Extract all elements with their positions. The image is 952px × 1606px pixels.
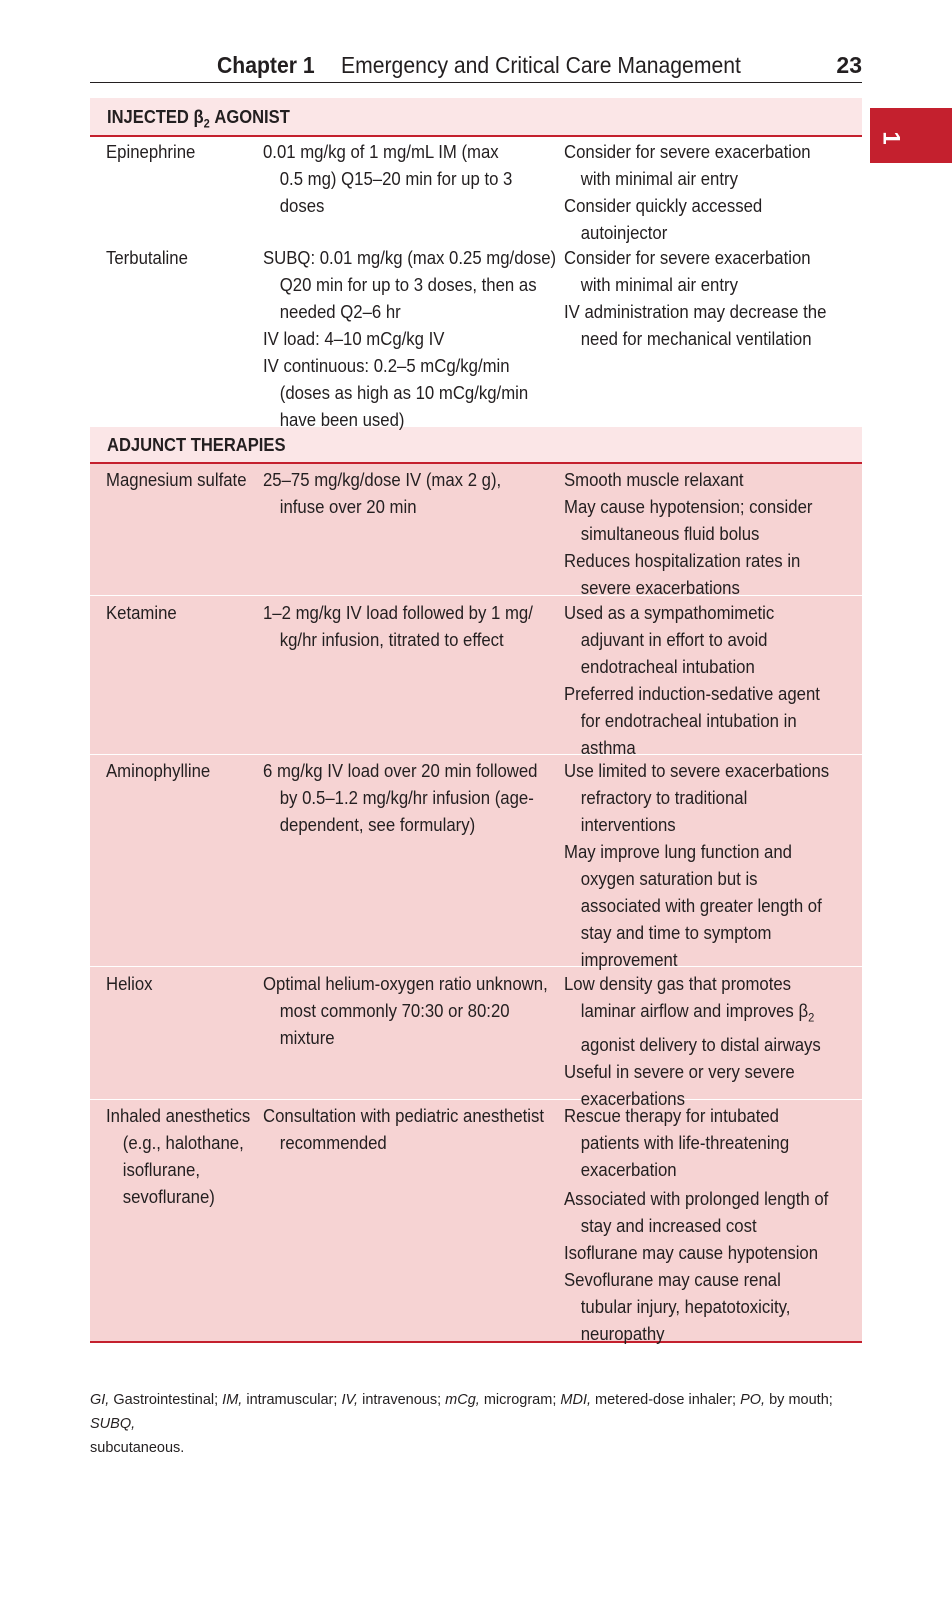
footnote-meaning: intravenous; <box>358 1392 446 1408</box>
cell-line: IV load: 4–10 mCg/kg IV <box>263 329 445 349</box>
cell-line: laminar airflow and improves $\beta_2$ <box>580 1001 815 1025</box>
cell-line: Preferred induction-sedative agent <box>564 684 820 704</box>
cell-line: Consider quickly accessed <box>564 196 763 216</box>
cell-line: Consultation with pediatric anesthetist <box>263 1106 545 1126</box>
page-number: 23 <box>836 52 862 78</box>
footnote-abbreviation: SUBQ, <box>90 1416 136 1432</box>
cell-line: improvement <box>580 950 678 970</box>
table-cell-dose <box>263 245 556 434</box>
cell-line: Used as a sympathomimetic <box>564 603 775 623</box>
table-cell-comments <box>564 245 826 353</box>
table-cell-comments <box>564 467 812 602</box>
cell-line: agonist delivery to distal airways <box>580 1034 821 1055</box>
cell-line: Use limited to severe exacerbations <box>564 761 830 781</box>
cell-line: 25–75 mg/kg/dose IV (max 2 g), <box>263 470 502 490</box>
footnote-abbreviation: MDI, <box>560 1392 591 1408</box>
cell-line: Magnesium sulfate <box>106 470 247 490</box>
table-cell-dose <box>263 600 533 654</box>
cell-line: Consider for severe exacerbation <box>564 142 811 162</box>
cell-line: stay and increased cost <box>580 1216 757 1236</box>
cell-line: recommended <box>279 1133 387 1153</box>
cell-line: isoflurane, <box>122 1160 200 1180</box>
footnote-last-line: subcutaneous. <box>90 1440 185 1456</box>
cell-line: SUBQ: 0.01 mg/kg (max 0.25 mg/dose) <box>263 248 557 268</box>
cell-line: severe exacerbations <box>580 578 740 598</box>
cell-line: needed Q2–6 hr <box>279 302 401 322</box>
footnote-abbreviation: PO, <box>740 1392 766 1408</box>
table-cell-comments <box>564 139 811 247</box>
cell-line: Low density gas that promotes <box>564 974 792 994</box>
chapter-thumb-tab-number: 1 <box>877 131 905 145</box>
cell-line: kg/hr infusion, titrated to effect <box>279 630 504 650</box>
cell-line: patients with life-threatening <box>580 1133 790 1153</box>
cell-line: Smooth muscle relaxant <box>564 470 744 490</box>
table-cell-dose <box>263 467 501 521</box>
cell-line: interventions <box>580 815 676 835</box>
cell-line: refractory to traditional <box>580 788 748 808</box>
cell-line: Isoflurane may cause hypotension <box>564 1243 819 1263</box>
footnote-meaning: by mouth; <box>765 1392 833 1408</box>
cell-line: IV administration may decrease the <box>564 302 827 322</box>
table-cell-comments <box>564 1103 828 1348</box>
cell-line: infuse over 20 min <box>279 497 417 517</box>
footnote-abbreviation: mCg, <box>445 1392 480 1408</box>
cell-line: most commonly 70:30 or 80:20 <box>279 1001 510 1021</box>
table-cell-drug <box>106 971 153 998</box>
cell-line: 6 mg/kg IV load over 20 min followed <box>263 761 538 781</box>
footnote-meaning: microgram; <box>479 1392 561 1408</box>
cell-line: have been used) <box>279 410 405 430</box>
cell-line: (doses as high as 10 mCg/kg/min <box>279 383 529 403</box>
table-cell-comments <box>564 971 821 1113</box>
cell-line: Rescue therapy for intubated <box>564 1106 779 1126</box>
cell-line: Inhaled anesthetics <box>106 1106 251 1126</box>
cell-line: adjuvant in effort to avoid <box>580 630 768 650</box>
cell-line: Useful in severe or very severe <box>564 1061 795 1082</box>
table-cell-comments <box>564 600 820 762</box>
cell-line: exacerbation <box>580 1160 677 1180</box>
table-cell-drug <box>106 600 177 627</box>
cell-line: 1–2 mg/kg IV load followed by 1 mg/ <box>263 603 533 623</box>
table-cell-drug <box>106 139 195 166</box>
cell-line: oxygen saturation but is <box>580 869 758 889</box>
table-cell-drug <box>106 758 210 785</box>
footnote-meaning: Gastrointestinal; <box>109 1392 223 1408</box>
cell-line: Optimal helium-oxygen ratio unknown, <box>263 974 548 994</box>
cell-line: with minimal air entry <box>580 169 738 189</box>
cell-line: 0.5 mg) Q15–20 min for up to 3 <box>279 169 513 189</box>
cell-line: for endotracheal intubation in <box>580 711 797 731</box>
cell-line: associated with greater length of <box>580 896 822 916</box>
cell-line: doses <box>279 196 325 216</box>
footnote-abbreviation: IM, <box>222 1392 243 1408</box>
table-cell-drug <box>106 245 188 272</box>
table-cell-drug <box>106 467 247 494</box>
cell-line: stay and time to symptom <box>580 923 772 943</box>
table-cell-drug <box>106 1103 250 1211</box>
table-footnote <box>90 1388 862 1460</box>
chapter-title: Emergency and Critical Care Management <box>341 52 741 78</box>
cell-line: Q20 min for up to 3 doses, then as <box>279 275 537 295</box>
cell-line: exacerbations <box>580 1088 685 1109</box>
table-cell-dose <box>263 758 537 839</box>
cell-line: autoinjector <box>580 223 668 243</box>
cell-line: May improve lung function and <box>564 842 792 862</box>
cell-line: asthma <box>580 738 636 758</box>
cell-line: tubular injury, hepatotoxicity, <box>580 1297 791 1317</box>
cell-line: dependent, see formulary) <box>279 815 476 835</box>
footnote-abbreviation: IV, <box>341 1392 359 1408</box>
cell-line: endotracheal intubation <box>580 657 755 677</box>
section-header-injected <box>90 98 862 137</box>
cell-line: 0.01 mg/kg of 1 mg/mL IM (max <box>263 142 499 162</box>
cell-line: Epinephrine <box>106 142 196 162</box>
table-cell-comments <box>564 758 829 974</box>
cell-line: (e.g., halothane, <box>122 1133 244 1153</box>
running-header <box>90 48 862 83</box>
cell-line: Associated with prolonged length of <box>564 1189 829 1209</box>
cell-line: simultaneous fluid bolus <box>580 524 760 544</box>
cell-line: Consider for severe exacerbation <box>564 248 811 268</box>
cell-line: Reduces hospitalization rates in <box>564 551 801 571</box>
table-cell-dose <box>263 139 512 220</box>
footnote-abbreviation: GI, <box>90 1392 110 1408</box>
cell-line: neuropathy <box>580 1324 665 1344</box>
footnote-meaning: metered-dose inhaler; <box>591 1392 741 1408</box>
cell-line: May cause hypotension; consider <box>564 497 813 517</box>
cell-line: with minimal air entry <box>580 275 738 295</box>
table-cell-dose <box>263 1103 544 1157</box>
cell-line: sevoflurane) <box>122 1187 215 1207</box>
cell-line: Terbutaline <box>106 248 188 268</box>
table-cell-dose <box>263 971 548 1052</box>
cell-line: Ketamine <box>106 603 177 623</box>
cell-line: by 0.5–1.2 mg/kg/hr infusion (age- <box>279 788 534 808</box>
cell-line: Heliox <box>106 974 153 994</box>
footnote-meaning: intramuscular; <box>242 1392 342 1408</box>
cell-line: Aminophylline <box>106 761 211 781</box>
chapter-thumb-tab <box>870 108 952 163</box>
section-title-injected: INJECTED $\beta_2$ AGONIST <box>107 107 290 131</box>
cell-line: IV continuous: 0.2–5 mCg/kg/min <box>263 356 510 376</box>
cell-line: need for mechanical ventilation <box>580 329 812 349</box>
chapter-label: Chapter 1 <box>217 52 315 78</box>
section-title-adjunct: ADJUNCT THERAPIES <box>107 435 286 455</box>
cell-line: Sevoflurane may cause renal <box>564 1270 781 1290</box>
cell-line: mixture <box>279 1028 335 1048</box>
